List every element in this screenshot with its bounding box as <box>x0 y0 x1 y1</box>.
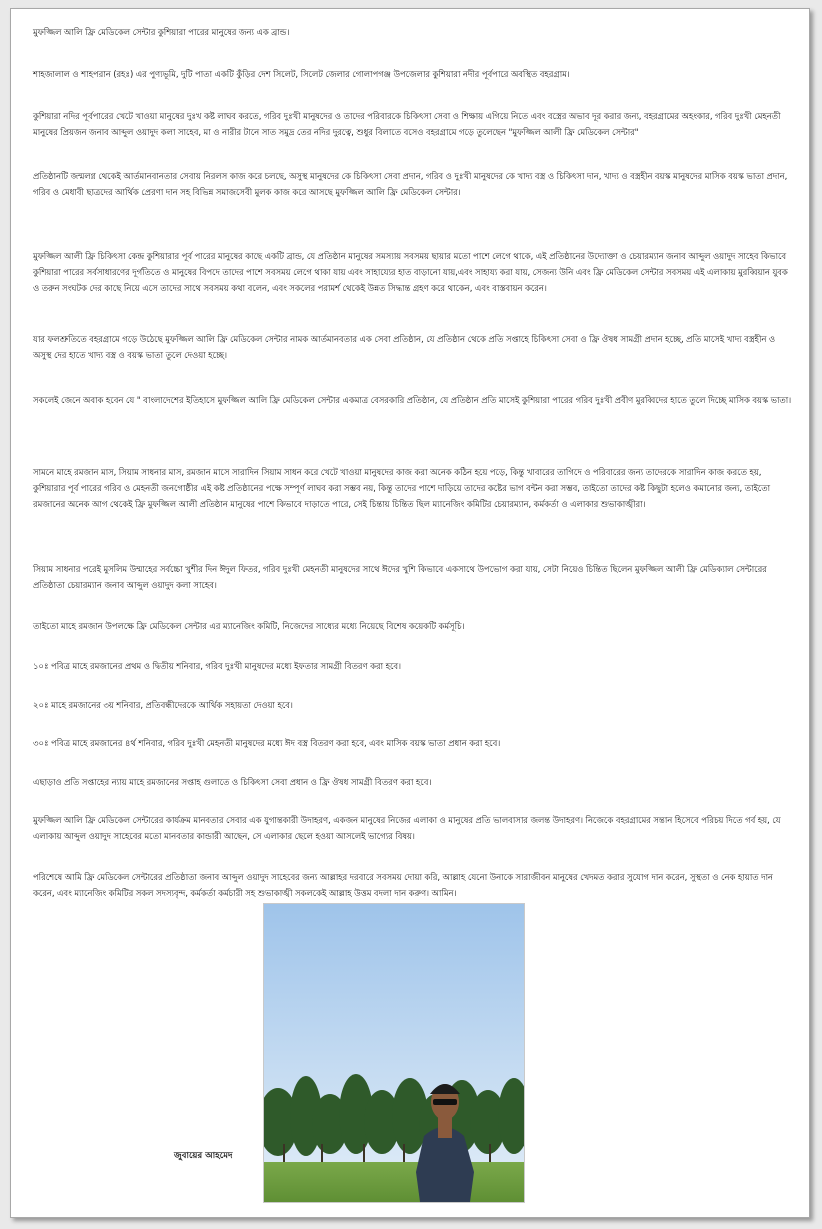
paragraph-brand: মুফজ্জিল আলী ফ্রি চিকিৎসা কেন্দ্র কুশিয়ারার পূর্ব পারের মানুষের কাছে একটি ব্রান্ড, যে প্রতিষ্ঠান মানুষের সমস্যায় সবসময় ছায়ার মতো পাশে লেগে থাকে, এই প্রতিষ্ঠানের উদ্যোক্তা ও চেয়ারম্যান জনাব আব্দুল ওয়াদুদ সাহেব কিভাবে কুশিয়ারা পারের সর্বসাধারণের দূর্গতিতে ও মানুষের বিপদে তাদের পাশে সবসময় লেগে থাকা যায় এবং সাহায্যের হাত বাড়ানো যায়,এবং সাহায্য করা যায়, সেজন্য উনি এবং ফ্রি মেডিকেল সেন্টার সবসময় এই এলাকায় মুরব্বিয়ান যুবক ও তরুন সংঘটক দের কাছে নিয়ে এসে তাদের সাথে সবসময় কথা বলেন, এবং সকলের পরামর্শ থেকেই উন্নত সিদ্ধান্ত গ্রহণ করে থাকেন, এবং বাস্তবায়ন করেন। <box>33 252 788 294</box>
paragraph-weekly: এছাড়াও প্রতি সপ্তাহের ন্যায় মাহে রমজানের সপ্তাহ গুলাতে ও চিকিৎসা সেবা প্রধান ও ফ্রি ঔষধ সামগ্রী বিতরণ করা হবে। <box>33 778 432 788</box>
paragraph-ramadan: সামনে মাহে রমজান মাস, সিয়াম সাধনার মাস, রমজান মাসে সারাদিন সিয়াম সাধন করে খেটে খাওয়া মানুষদের কাজ করা অনেক কঠিন হয়ে পড়ে, কিন্তু খাবারের তাগিদে ও পরিবারের জন্য তাদেরকে সারাদিন কাজ করতে হয়, কুশিয়ারার পূর্ব পারের গরিব ও মেহনতী জনগোষ্ঠীর এই কষ্ট প্রতিষ্ঠানের পক্ষে সম্পূর্ণ লাঘব করা সম্ভব নয়, কিন্তু তাদের পাশে দাড়িয়ে তাদের কষ্টের ভাগ বন্টন করা সম্ভব, তাইতো তাদের কষ্ট কিছুটা হলেও কমানোর জন্য, তাইতো রমজানের অনেক আগ থেকেই ফ্রি মুফজ্জিল আলী প্রতিষ্ঠান মানুষের পাশে কিভাবে দাড়াতে পারে, সেই চিন্তায় চিন্তিত ছিল ম্যানেজিং কমিটির চেয়ারম্যান, কর্মকর্তা ও এলাকার শুভাকাঙ্খীরা। <box>33 468 771 510</box>
paragraph-location: শাহজালাল ও শাহপরান (রহঃ) এর পুণ্যভূমি, দুটি পাতা একটি কুঁড়ির দেশ সিলেট, সিলেট জেলার গোলাপগঞ্জ উপজেলার কুশিয়ারা নদীর পূর্বপারে অবস্থিত বহরগ্রাম। <box>33 70 570 80</box>
program-item-1: ১০ঃ পবিত্র মাহে রমজানের প্রথম ও দ্বিতীয় শনিবার, গরিব দুঃখী মানুষদের মধ্যে ইফতার সামগ্রী বিতরণ করা হবে। <box>33 662 401 672</box>
paragraph-allowance: সকলেই জেনে অবাক হবেন যে " বাংলাদেশের ইতিহাসে মুফজ্জিল আলি ফ্রি মেডিকেল সেন্টার একমাত্র বেসরকারি প্রতিষ্ঠান, যে প্রতিষ্ঠান প্রতি মাসেই কুশিয়ারা পারের গরিব দুঃখী প্রবীণ মুরব্বিদের হাতে তুলে দিচ্ছে মাসিক বয়স্ক ভাতা। <box>33 396 792 406</box>
document-page <box>10 8 810 1218</box>
author-photo <box>263 903 525 1203</box>
paragraph-founding: কুশিয়ারা নদির পূর্বপারের খেটে খাওয়া মানুষের দুঃখ কষ্ট লাঘব করতে, গরিব দুঃখী মানুষদের ও তাদের পরিবারকে চিকিৎসা সেবা ও শিক্ষায় এগিয়ে নিতে এবং বস্ত্রের অভাব দূর করার জন্য, বহরগ্রামের অহংকার, গরিব দুঃখী মেহনতী মানুষের প্রিয়জন জনাব আব্দুল ওয়াদুদ কলা সাহেব, মা ও নারীর টানে সাত সমুদ্র তের নদির দুরত্বে, শুধুর বিলাতে বসেও বহরগ্রামে গড়ে তুলেছেন "মুফজ্জিল আলী ফ্রি মেডিকেল সেন্টার" <box>33 112 781 138</box>
paragraph-outcome: যার ফলশ্রুতিতে বহরগ্রামে গড়ে উঠেছে মুফজ্জিল আলি ফ্রি মেডিকেল সেন্টার নামক আর্তমানবতার এক সেবা প্রতিষ্ঠান, যে প্রতিষ্ঠান থেকে প্রতি সপ্তাহে চিকিৎসা সেবা ও ফ্রি ঔষধ সামগ্রী প্রদান হচ্ছে, প্রতি মাসেই খাদ্য বস্ত্রহীন ও অসুস্থ দের হাতে খাদ্য বস্ত্র ও বয়স্ক ভাতা তুলে দেওয়া হচ্ছে। <box>33 335 776 361</box>
author-caption: জুবায়ের আহমেদ <box>174 1151 233 1161</box>
paragraph-eid: সিয়াম সাধনার পরেই মুসলিম উম্মাহের সর্বচ্চো খুশীর দিন ঈদুল ফিতর, গরিব দুঃখী মেহনতী মানুষদের সাথে ঈদের খুশি কিভাবে একসাথে উপভোগ করা যায়, সেটা নিয়েও চিন্তিত ছিলেন মুফজ্জিল আলী ফ্রি মেডিক্যাল সেন্টারের প্রতিষ্ঠাতা চেয়ারম্যান জনাব আব্দুল ওয়াদুদ কলা সাহেব। <box>33 565 767 591</box>
program-item-2: ২০ঃ মাহে রমজানের ৩য় শনিবার, প্রতিবন্ধীদেরকে আর্থিক সহায়তা দেওয়া হবে। <box>33 701 293 711</box>
paragraph-programs-intro: তাইতো মাহে রমজান উপলক্ষে ফ্রি মেডিকেল সেন্টার এর ম্যানেজিং কমিটি, নিজেদের সাধ্যের মধ্যে নিয়েছে বিশেষ কয়েকটি কর্মসূচি। <box>33 622 465 632</box>
paragraph-closing: পরিশেষে আমি ফ্রি মেডিকেল সেন্টারের প্রতিষ্ঠাতা জনাব আব্দুল ওয়াদুদ সাহেবের জন্য আল্লাহর দরবারে সবসময় দোয়া করি, আল্লাহ যেনো উনাকে সারাজীবন মানুষের খেদমত করার সুযোগ দান করেন, সুস্থতা ও নেক হায়াত দান করেন, এবং ম্যানেজিং কমিটির সকল সদস্যবৃন্দ, কর্মকর্তা কর্মচারী সহ শুভাকাঙ্খী সকলকেই আল্লাহ উত্তম বদলা দান করুণ। আমিন। <box>33 873 773 899</box>
paragraph-intro: মুফজ্জিল আলি ফ্রি মেডিকেল সেন্টার কুশিয়ারা পারের মানুষের জন্য এক ব্রান্ড। <box>33 28 290 38</box>
paragraph-services: প্রতিষ্ঠানটি জন্মলগ্ন থেকেই আর্তমানবানতার সেবায় নিরলস কাজ করে চলছে, অসুস্থ মানুষদের কে চিকিৎসা সেবা প্রদান, গরিব ও দুঃখী মানুষদের কে খাদ্য বস্ত্র ও চিকিৎসা দান, খাদ্য ও বস্ত্রহীন বয়স্ক মানুষদের মাসিক বয়স্ক ভাতা প্রদান, গরিব ও মেধাবী ছাত্রদের আর্থিক প্রেরণা দান সহ বিভিন্ন সমাজসেবী মুলক কাজ করে আসছে মুফজ্জিল আলি ফ্রি মেডিকেল সেন্টার। <box>33 172 788 198</box>
program-item-3: ৩০ঃ পবিত্র মাহে রমজানের ৪র্থ শনিবার, গরিব দুঃখী মেহনতী মানুষদের মধ্যে ঈদ বস্ত্র বিতরণ করা হবে, এবং মাসিক বয়স্ক ভাতা প্রধান করা হবে। <box>33 739 501 749</box>
paragraph-example: মুফজ্জিল আলি ফ্রি মেডিকেল সেন্টারের কার্যক্রম মানবতার সেবার এক যুগান্তকারী উদাহরণ, একজন মানুষের নিজের এলাকা ও মানুষের প্রতি ভালবাসার জলন্ত উদাহরণ। নিজেকে বহরগ্রামের সন্তান হিসেবে পরিচয় দিতে গর্ব হয়, যে এলাকায় আব্দুল ওয়াদুদ সাহেবের মতো মানবতার কান্ডারী আছেন, সে এলাকার ছেলে হওয়া আসলেই ভাগ্যের বিষয়। <box>33 816 781 842</box>
author-photo-image <box>264 904 524 1202</box>
